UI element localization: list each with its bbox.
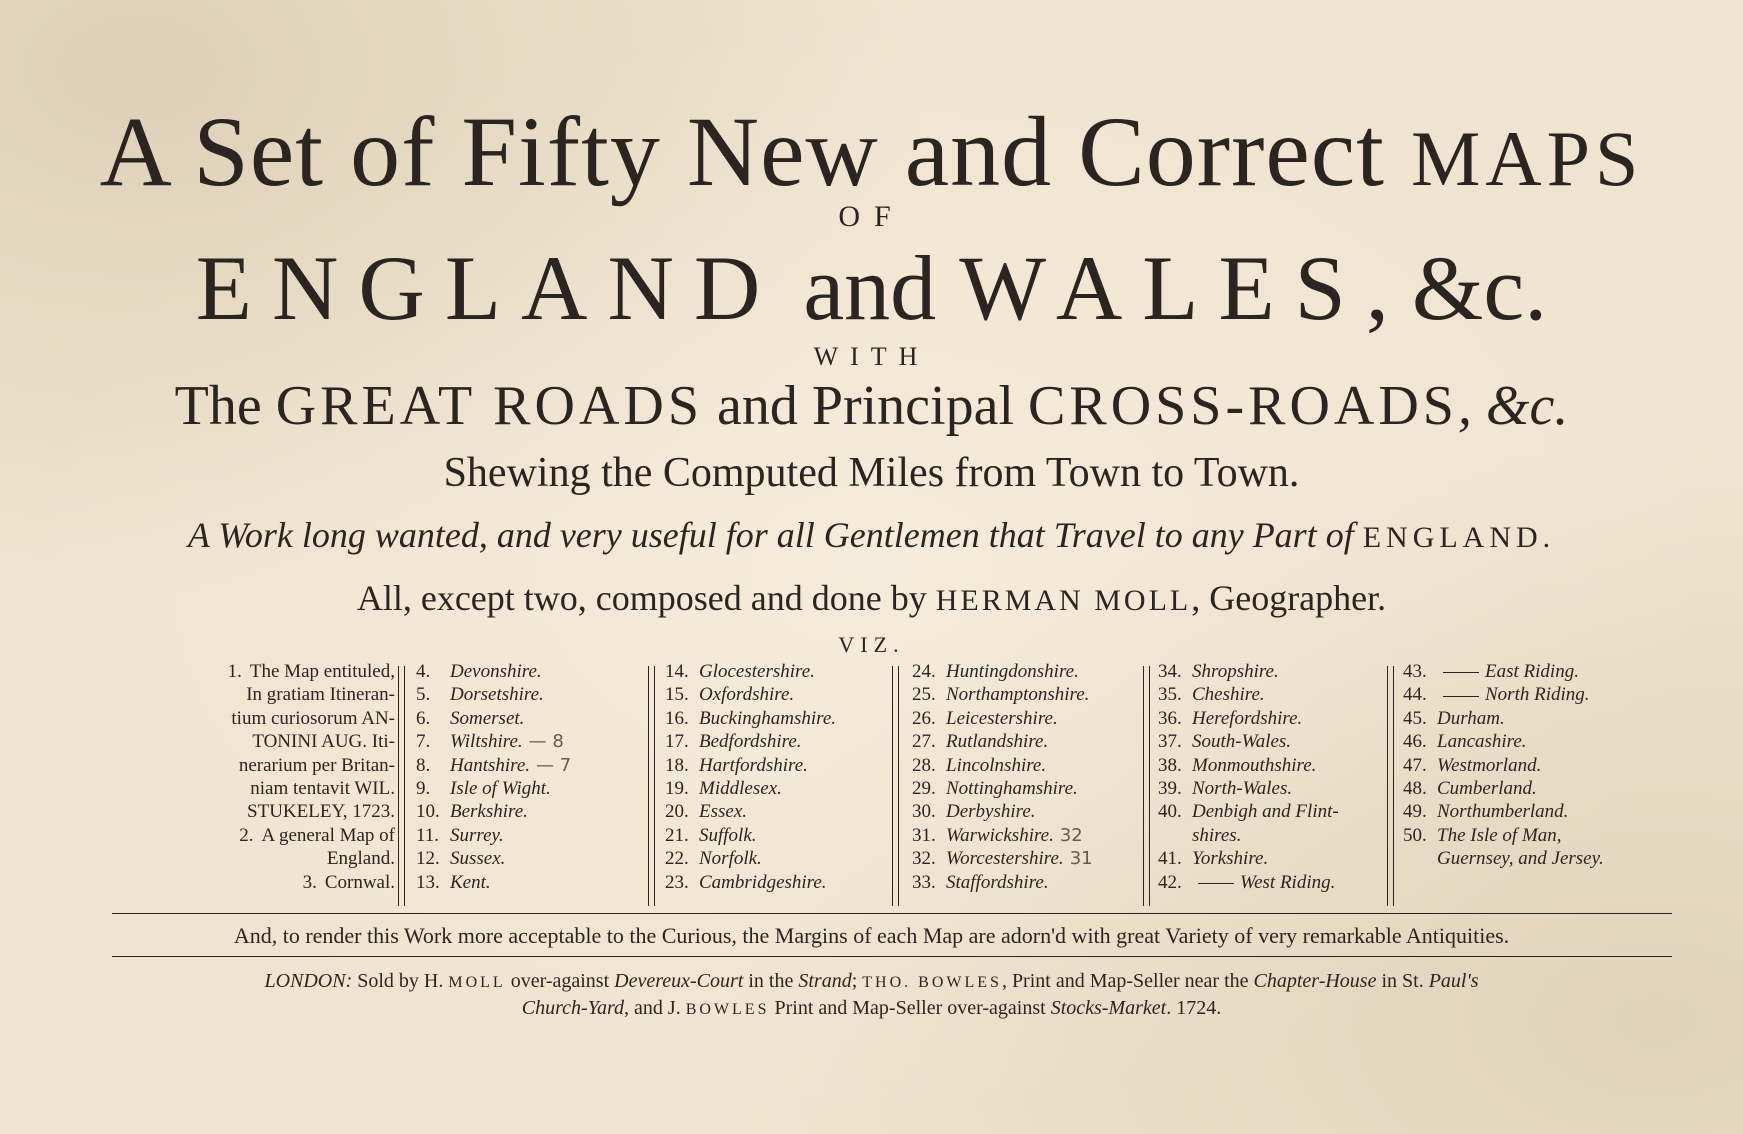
map-name: Oxfordshire. (699, 684, 795, 706)
map-list-item (665, 800, 880, 823)
map-number: 32. (912, 848, 936, 870)
map-name: Lancashire. (1437, 731, 1527, 753)
title-wales: WALES (959, 237, 1366, 339)
map-list-item (1403, 707, 1638, 730)
map-list-item (1158, 800, 1378, 823)
map-list-item (1158, 847, 1378, 870)
map-list-item (416, 754, 646, 777)
column-divider (892, 666, 899, 906)
map-name: TONINI AUG. Iti- (252, 731, 395, 753)
column-divider (1387, 666, 1394, 906)
map-list-item (160, 730, 395, 753)
roads-cross: CROSS-ROADS (1028, 375, 1458, 437)
map-name: tium curiosorum AN- (231, 707, 395, 729)
map-list-item (1403, 824, 1638, 847)
map-number: 19. (665, 778, 689, 800)
map-list-item (416, 683, 646, 706)
map-list-item (1403, 800, 1638, 823)
map-list-item (912, 707, 1137, 730)
map-name: Suffolk. (699, 824, 757, 846)
map-number: 44. (1403, 684, 1427, 706)
map-list-col3 (665, 660, 880, 908)
map-number: 18. (665, 754, 689, 776)
map-number: 21. (665, 824, 689, 846)
map-list-item (912, 800, 1137, 823)
imprint-pauls: Paul's (1428, 970, 1479, 992)
map-number: 29. (912, 778, 936, 800)
imprint-year: . 1724. (1166, 997, 1222, 1019)
imprint-line1 (0, 968, 1743, 996)
map-list-item (665, 847, 880, 870)
handwritten-note: — 8 (528, 731, 564, 753)
map-list-item (912, 754, 1137, 777)
imprint-text: Sold by H. (352, 970, 449, 992)
map-list-item (1158, 871, 1378, 894)
map-name: nerarium per Britan- (238, 754, 395, 776)
imprint-devereux: Devereux-Court (614, 970, 744, 992)
map-number: 14. (665, 661, 689, 682)
map-list-item (160, 847, 395, 870)
map-number: 43. (1403, 661, 1427, 682)
map-name: Isle of Wight. (450, 778, 551, 800)
author-name: HERMAN MOLL (935, 584, 1192, 617)
map-number: 48. (1403, 778, 1427, 800)
map-list-col4 (912, 660, 1137, 908)
map-name: Essex. (699, 801, 748, 823)
imprint-strand: Strand (798, 970, 852, 992)
title-and: and (780, 237, 960, 339)
map-number: 8. (416, 754, 431, 776)
map-name: Wiltshire. (450, 731, 523, 753)
work-england: ENGLAND. (1362, 521, 1556, 554)
map-name: Middlesex. (699, 778, 782, 800)
imprint-london: LONDON: (264, 970, 353, 992)
map-name: Hartfordshire. (699, 754, 808, 776)
map-list-col5 (1158, 660, 1378, 908)
dash-rule (1198, 883, 1234, 884)
map-name: Denbigh and Flint- (1192, 801, 1339, 823)
map-number: 4. (416, 661, 431, 682)
map-name: Warwickshire. (946, 824, 1054, 846)
horizontal-rule (112, 956, 1672, 957)
map-name: North Riding. (1485, 684, 1590, 706)
map-name: Durham. (1437, 707, 1505, 729)
map-number: 5. (416, 684, 431, 706)
title-etc: , &c. (1365, 237, 1548, 339)
title-line-author (0, 576, 1743, 623)
map-list-item (1158, 683, 1378, 706)
map-number: 26. (912, 707, 936, 729)
map-list-item (912, 847, 1137, 870)
map-name: Glocestershire. (699, 661, 815, 682)
map-name: Cumberland. (1437, 778, 1537, 800)
map-list-item (1158, 730, 1378, 753)
map-list-item (416, 730, 646, 753)
map-list-item (1403, 754, 1638, 777)
map-name: Surrey. (450, 824, 504, 846)
map-list-col2 (416, 660, 646, 908)
handwritten-note: 32 (1059, 824, 1083, 846)
map-number: 30. (912, 801, 936, 823)
map-name: Nottinghamshire. (946, 778, 1078, 800)
map-list-item (912, 730, 1137, 753)
map-number: 23. (665, 871, 689, 893)
map-list-item (1403, 660, 1638, 683)
map-number: 25. (912, 684, 936, 706)
map-number: 42. (1158, 871, 1182, 893)
map-number: 7. (416, 731, 431, 753)
map-number: 2. (239, 824, 254, 846)
map-number: 27. (912, 731, 936, 753)
map-list-item (160, 800, 395, 823)
map-name: Kent. (450, 871, 491, 893)
map-name: Hantshire. (450, 754, 531, 776)
map-number: 34. (1158, 661, 1182, 682)
map-number: 33. (912, 871, 936, 893)
map-number: 16. (665, 707, 689, 729)
map-name: Buckinghamshire. (699, 707, 837, 729)
handwritten-note: 31 (1069, 848, 1093, 870)
map-list-item (912, 683, 1137, 706)
map-number: 46. (1403, 731, 1427, 753)
map-number: 12. (416, 848, 440, 870)
map-number: 3. (302, 871, 317, 893)
imprint-churchyard: Church-Yard (521, 997, 625, 1019)
map-name: Leicestershire. (946, 707, 1058, 729)
map-number: 47. (1403, 754, 1427, 776)
map-number: 39. (1158, 778, 1182, 800)
map-list-item (416, 824, 646, 847)
map-name: Huntingdonshire. (946, 661, 1079, 682)
title-england: ENGLAND (195, 237, 781, 339)
map-number: 49. (1403, 801, 1427, 823)
author-text: All, except two, composed and done by (356, 578, 936, 618)
map-name: Sussex. (450, 848, 506, 870)
map-list-item (1403, 847, 1638, 870)
map-name: Yorkshire. (1192, 848, 1269, 870)
title-with: WITH (813, 342, 930, 371)
map-list-item (912, 871, 1137, 894)
map-list-item (160, 824, 395, 847)
map-list-item (665, 871, 880, 894)
title-line-work (0, 513, 1743, 560)
map-number: 40. (1158, 801, 1182, 823)
map-name: The Map entituled, (249, 661, 395, 682)
map-number: 15. (665, 684, 689, 706)
map-number: 17. (665, 731, 689, 753)
map-list-item (665, 754, 880, 777)
map-list-item (160, 754, 395, 777)
map-name: Bedfordshire. (699, 731, 802, 753)
title-line-miles: Shewing the Computed Miles from Town to Town. (443, 450, 1300, 496)
map-number: 6. (416, 707, 431, 729)
map-name: Herefordshire. (1192, 707, 1303, 729)
map-number: 9. (416, 778, 431, 800)
map-list-item (1158, 754, 1378, 777)
map-list-item (665, 707, 880, 730)
roads-etc: , &c. (1457, 375, 1569, 437)
map-name: Dorsetshire. (450, 684, 544, 706)
imprint-text: in the (743, 970, 799, 992)
viz-label: VIZ. (838, 632, 905, 657)
map-number: 22. (665, 848, 689, 870)
imprint-moll: MOLL (448, 974, 506, 991)
title-text: A Set of Fifty New and Correct (99, 96, 1411, 207)
map-number: 50. (1403, 824, 1427, 846)
map-list-item (912, 777, 1137, 800)
map-name: Derbyshire. (946, 801, 1036, 823)
map-number: 1. (227, 661, 242, 682)
horizontal-rule (112, 913, 1672, 914)
map-list-item (160, 777, 395, 800)
map-list-col6 (1403, 660, 1638, 908)
map-number: 41. (1158, 848, 1182, 870)
map-list-item (416, 871, 646, 894)
handwritten-note: — 7 (536, 754, 572, 776)
map-number: 11. (416, 824, 440, 846)
map-name: Cornwal. (324, 871, 395, 893)
imprint-j-bowles: BOWLES (685, 1001, 770, 1018)
map-list-item (416, 800, 646, 823)
map-list-item (1403, 777, 1638, 800)
map-name: Lincolnshire. (946, 754, 1047, 776)
map-name: Somerset. (450, 707, 525, 729)
map-list-item (1158, 777, 1378, 800)
imprint-text: , Print and Map-Seller near the (1001, 970, 1254, 992)
imprint-text: ; (851, 970, 863, 992)
imprint-text: over-against (505, 970, 615, 992)
map-list-item (416, 660, 646, 683)
map-list-item (160, 871, 395, 894)
map-list-item (665, 777, 880, 800)
map-number: 13. (416, 871, 440, 893)
imprint-text: Print and Map-Seller over-against (769, 997, 1051, 1019)
map-number: 28. (912, 754, 936, 776)
map-name: Devonshire. (450, 661, 542, 682)
map-name: Monmouthshire. (1192, 754, 1317, 776)
map-name: Worcestershire. (946, 848, 1064, 870)
imprint-text: , and J. (624, 997, 686, 1019)
map-name: East Riding. (1485, 661, 1579, 682)
imprint-chapter-house: Chapter-House (1253, 970, 1377, 992)
map-number: 37. (1158, 731, 1182, 753)
map-number: 24. (912, 661, 936, 682)
map-number: 38. (1158, 754, 1182, 776)
title-line-maps (0, 96, 1743, 215)
map-list-item (1403, 730, 1638, 753)
map-name: Norfolk. (699, 848, 762, 870)
map-name: West Riding. (1240, 871, 1336, 893)
column-divider (1143, 666, 1150, 906)
map-list-item (665, 824, 880, 847)
map-list-col1 (160, 660, 395, 908)
map-list-item (416, 707, 646, 730)
dash-rule (1443, 672, 1479, 673)
map-list-item (665, 683, 880, 706)
title-maps-word: MAPS (1410, 115, 1644, 202)
map-number: 31. (912, 824, 936, 846)
map-name: North-Wales. (1192, 778, 1293, 800)
roads-the: The (174, 375, 276, 437)
map-name: shires. (1192, 824, 1242, 846)
map-name: Northumberland. (1437, 801, 1569, 823)
map-list-item (160, 683, 395, 706)
map-name: Berkshire. (450, 801, 528, 823)
map-name: South-Wales. (1192, 731, 1292, 753)
map-name: Cheshire. (1192, 684, 1265, 706)
roads-principal: and Principal (702, 375, 1029, 437)
map-list-item (1403, 683, 1638, 706)
title-line-roads (0, 374, 1743, 438)
map-name: STUKELEY, 1723. (247, 801, 395, 823)
map-name: Rutlandshire. (946, 731, 1049, 753)
column-divider (398, 666, 405, 906)
map-name: Northamptonshire. (946, 684, 1090, 706)
map-name: The Isle of Man, (1437, 824, 1562, 846)
author-role: , Geographer. (1191, 578, 1387, 618)
map-name: A general Map of (261, 824, 395, 846)
map-list-item (912, 660, 1137, 683)
map-list-item (665, 730, 880, 753)
title-line-england-wales (0, 236, 1743, 340)
map-name: Guernsey, and Jersey. (1437, 848, 1604, 870)
map-list-item (1158, 660, 1378, 683)
work-text: A Work long wanted, and very useful for all Gentlemen that Travel to any Part of (187, 515, 1363, 555)
map-number: 36. (1158, 707, 1182, 729)
imprint-text: in St. (1376, 970, 1429, 992)
map-list-item (416, 777, 646, 800)
map-list-item (160, 660, 395, 683)
dash-rule (1443, 696, 1479, 697)
roads-great: GREAT ROADS (275, 375, 703, 437)
map-name: Westmorland. (1437, 754, 1542, 776)
map-number: 35. (1158, 684, 1182, 706)
map-name: Staffordshire. (946, 871, 1049, 893)
map-list-item (665, 660, 880, 683)
title-of: OF (838, 200, 905, 233)
imprint-line2 (0, 995, 1743, 1023)
map-number: 20. (665, 801, 689, 823)
map-list-item (1158, 707, 1378, 730)
map-list-item (160, 707, 395, 730)
antiquities-note: And, to render this Work more acceptable to the Curious, the Margins of each Map are adorn'd with great Variety of very remarkable Antiquities. (233, 923, 1510, 948)
map-number: 45. (1403, 707, 1427, 729)
column-divider (648, 666, 655, 906)
imprint-stocks-market: Stocks-Market (1050, 997, 1167, 1019)
imprint-tho-bowles: THO. BOWLES (862, 974, 1002, 991)
map-list-item (912, 824, 1137, 847)
map-name: In gratiam Itineran- (246, 684, 395, 706)
map-list-item (1158, 824, 1378, 847)
map-number: 10. (416, 801, 440, 823)
map-name: Cambridgeshire. (699, 871, 827, 893)
map-name: Shropshire. (1192, 661, 1279, 682)
map-name: niam tentavit WIL. (250, 778, 395, 800)
map-list-item (416, 847, 646, 870)
map-name: England. (326, 848, 395, 870)
